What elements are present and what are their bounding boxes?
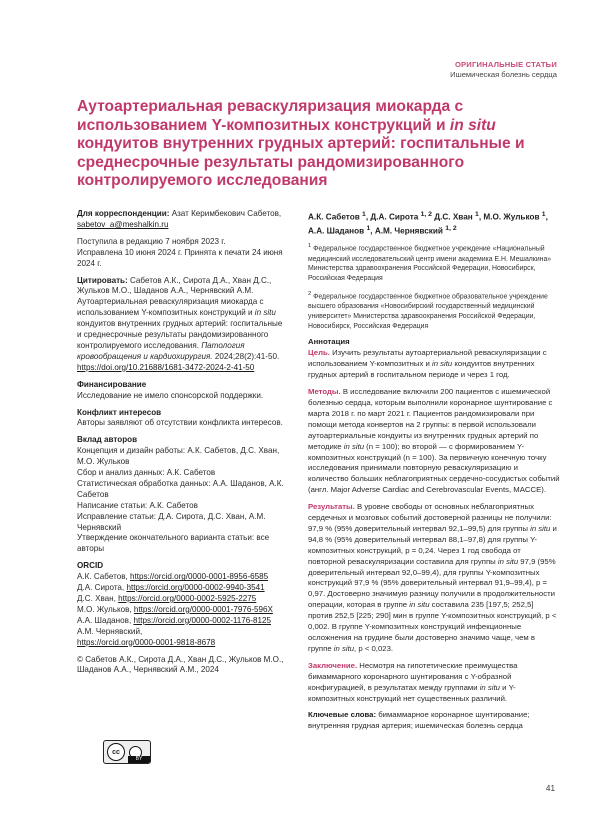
conflict-text: Авторы заявляют об отсутствии конфликта интересов. [77, 418, 283, 428]
citation-text-2: кондуитов внутренних грудных артерий: госпитальные и среднесрочные результаты рандомизированного контролируемого исследования. [77, 319, 283, 350]
conflict-heading: Конфликт интересов [77, 407, 162, 417]
author-name: А.М. Чернявский [374, 226, 443, 236]
citation-text-1: Сабетов А.К., Сирота Д.А., Хван Д.С., Жульков М.О., Шаданов А.А., Чернявский А.М. Аутоартериальная реваскуляризация миокарда с использованием Y-композитных конструкций и [77, 275, 272, 318]
conclusion-text-1: Несмотря на гипотетические преимущества бимаммарного коронарного шунтирования с Y-образной конфигурацией, в результатах между группами [308, 660, 518, 692]
author-name: Д.С. Хван [434, 212, 473, 222]
orcid-author: А.М. Чернявский, [77, 626, 143, 636]
orcid-author: А.К. Сабетов, [77, 572, 130, 582]
author-affiliation-sup: 1 [366, 224, 371, 232]
results-italic: in situ [333, 643, 355, 653]
orcid-entry [77, 605, 289, 616]
abstract-heading: Аннотация [308, 337, 350, 347]
results-text-2: и 94,8 % (95% доверительный интервал 88,1–97,8) для группы Y-композитных конструкций, p = 0,24. Через 1 год свобода от повторной реваскуляризации составила для группы [308, 523, 557, 566]
author-affiliation-sup: 1, 2 [420, 211, 432, 218]
section-label: ОРИГИНАЛЬНЫЕ СТАТЬИ [454, 60, 557, 69]
cc-icon: cc [107, 743, 125, 761]
results-italic: in situ [409, 600, 430, 610]
correspondence [77, 209, 289, 231]
right-column [308, 209, 560, 738]
results-italic: in situ [530, 523, 551, 533]
results-text-4: составила 235 [197,5; 252,5] против 252,5 [225; 290] мин в группе Y-композитных конструкций, p < 0,002. В группе Y-композитных конструкций инфекционные осложнения на грудине были достоверно значимо чаще, чем в группе [308, 600, 557, 653]
author-name: М.О. Жульков [483, 212, 540, 222]
contribution-item: Концепция и дизайн работы: А.К. Сабетов, Д.С. Хван, М.О. Жульков [77, 446, 280, 467]
contributions-block [77, 435, 289, 555]
author-name: Д.А. Сирота [370, 212, 419, 222]
orcid-entry [77, 616, 289, 627]
funding-text: Исследование не имело спонсорской поддержки. [77, 390, 264, 400]
orcid-author: М.О. Жульков, [77, 604, 134, 614]
results-italic: in situ [497, 556, 519, 566]
methods-label: Методы. [308, 387, 341, 397]
results-label: Результаты. [308, 502, 355, 512]
citation-italic: in situ [254, 308, 276, 318]
results-text-1: В уровне свободы от основных неблагоприятных сердечных и мозговых событий достоверной разницы не получили: 97,9 % (95% доверительный интервал 92,1–99,5) для группы [308, 502, 552, 533]
author-name: А.К. Сабетов [308, 212, 360, 222]
aim-label: Цель. [308, 348, 330, 358]
citation-label: Цитировать: [77, 275, 128, 285]
cc-license-badge[interactable] [103, 740, 151, 764]
conflict-block [77, 408, 289, 430]
orcid-block [77, 561, 289, 648]
citation-journal: Патология кровообращения и кардиохирургия. [77, 340, 245, 361]
keywords [308, 710, 560, 732]
correspondence-email-link[interactable]: sabetov_a@meshalkin.ru [77, 219, 169, 229]
funding-block [77, 380, 289, 402]
orcid-link[interactable]: https://orcid.org/0000-0002-5925-2275 [118, 594, 257, 603]
author-list: А.К. Сабетов $^1$, Д.А. Сирота $^{1, 2}$ Д.С. Хван $^1$, М.О. Жульков $^1$, А.А. Шаданов $^1$, А.М. Чернявский $^{1, 2}$ [308, 211, 548, 236]
conclusion-text-2: и Y-композитных конструкций нет существенных различий. [308, 682, 516, 703]
aim-italic: in situ [432, 359, 453, 369]
correspondence-name: Азат Керимбекович Сабетов, [171, 209, 282, 218]
section-header [450, 60, 557, 79]
citation-doi-link[interactable]: https://doi.org/10.21688/1681-3472-2024-2-41-50 [77, 362, 255, 372]
article-title [77, 98, 557, 191]
orcid-entry [77, 594, 289, 605]
title-italic: in situ [449, 116, 496, 134]
results-text-3: 97,9 (95% доверительный интервал 92,0–99,4), для группы Y-композитных конструкций 97,9 % (95% доверительный интервал 91,9–99,4), p = 0,97. Достоверно значимую разницу получили в продолжительности операции, которая в группе [308, 556, 556, 610]
citation [77, 276, 289, 374]
correspondence-label: Для корреспонденции: [77, 209, 170, 218]
date-received: Поступила в редакцию 7 ноября 2023 г. [77, 236, 226, 246]
affiliation-sup: 2 [308, 290, 312, 297]
contribution-item: Статистическая обработка данных: А.А. Шаданов, А.К. Сабетов [77, 478, 284, 499]
author-affiliation-sup: 1 [362, 211, 366, 218]
left-column [77, 209, 289, 682]
orcid-link[interactable]: https://orcid.org/0000-0001-7976-596X [133, 604, 273, 614]
title-text-2: кондуитов внутренних грудных артерий: госпитальные и среднесрочные результаты рандомизированного контролируемого исследования [77, 135, 525, 190]
orcid-entry [77, 583, 289, 594]
abstract-conclusion [308, 661, 560, 705]
author-affiliation-sup: 1, 2 [445, 224, 457, 232]
affiliation [308, 242, 560, 283]
aim-text-1: Изучить результаты аутоартериальной реваскуляризации с использованием Y-композитных и [308, 348, 547, 369]
orcid-link[interactable]: https://orcid.org/0000-0002-1176-8125 [133, 615, 272, 625]
contributions-heading: Вклад авторов [77, 435, 138, 445]
orcid-link[interactable]: https://orcid.org/0000-0001-9818-8678 [77, 637, 216, 647]
author-name: А.А. Шаданов [308, 226, 365, 236]
results-text-5: , p < 0,023. [354, 643, 394, 653]
author-affiliation-sup: 1 [541, 211, 546, 218]
abstract-aim [308, 348, 560, 381]
contribution-item: Сбор и анализ данных: А.К. Сабетов [77, 468, 216, 478]
contribution-item: Исправление статьи: Д.А. Сирота, Д.С. Хван, А.М. Чернявский [77, 511, 266, 532]
funding-heading: Финансирование [77, 379, 147, 389]
affiliation-sup: 1 [308, 243, 312, 250]
orcid-author: Д.С. Хван, [77, 594, 119, 603]
section-sublabel: Ишемическая болезнь сердца [450, 70, 557, 79]
keywords-text: бимаммарное коронарное шунтирование; внутренняя грудная артерия; ишемическая болезнь сердца [308, 710, 530, 731]
aim-text-2: кондуитов внутренних грудных артерий в госпитальном периоде и через 1 год. [308, 359, 535, 380]
orcid-link[interactable]: https://orcid.org/0000-0002-9940-3541 [126, 583, 265, 593]
affiliation-text: Федеральное государственное бюджетное образовательное учреждение высшего образования «Новосибирский государственный медицинский университет» Министерства здравоохранения Российской Федерации, Новосибирск, Российская Федерация [308, 293, 548, 330]
dates [77, 237, 289, 270]
orcid-link[interactable]: https://orcid.org/0000-0001-8956-6585 [130, 572, 269, 582]
methods-text-2: (n = 100); во второй — с формированием Y-композитных конструкций (n = 100). За первичную конечную точку исследования принимали повторную реваскуляризацию и количество больших неблагоприятных сердечно-сосудистых событий (англ. Major Adverse Cardiac and Cerebrovascular Events, MACCE). [308, 441, 560, 495]
orcid-entry [77, 572, 289, 583]
methods-italic: in situ [343, 441, 365, 451]
page-number: 41 [545, 784, 555, 793]
date-revised: Исправлена 10 июня 2024 г. Принята к печати 24 июня 2024 г. [77, 247, 283, 268]
orcid-entry [77, 627, 289, 649]
author-affiliation-sup: 1 [475, 211, 479, 218]
conclusion-italic: in situ [479, 682, 500, 692]
affiliation [308, 290, 560, 331]
citation-volume: 2024;28(2):41-50. [212, 351, 280, 361]
orcid-heading: ORCID [77, 561, 104, 571]
copyright: © Сабетов А.К., Сирота Д.А., Хван Д.С., Жульков М.О., Шаданов А.А., Чернявский А.М., 2024 [77, 654, 284, 675]
cc-by-label: BY [128, 756, 150, 763]
contribution-item: Утверждение окончательного варианта статьи: все авторы [77, 533, 270, 554]
conclusion-label: Заключение. [308, 660, 358, 670]
keywords-label: Ключевые слова: [308, 710, 377, 720]
abstract-methods [308, 387, 560, 496]
title-text-1: Аутоартериальная реваскуляризация миокарда с использованием Y-композитных конструкций и [77, 98, 464, 134]
methods-text-1: В исследование включили 200 пациентов с ишемической болезнью сердца, которым выполнили коронарное шунтирование с марта 2018 г. по март 2021 г. Пациентов рандомизировали при помощи метода конвертов на 2 группы: в первой использовали аутоартериальные кондуиты из внутренних грудных артерий по методике [308, 387, 553, 451]
orcid-author: А.А. Шаданов, [77, 615, 134, 625]
contribution-item: Написание статьи: А.К. Сабетов [77, 500, 198, 510]
affiliation-text: Федеральное государственное бюджетное учреждение «Национальный медицинский исследовательский центр имени академика Е.Н. Мешалкина» Министерства здравоохранения Российской Федерации, Новосибирск, Российская Федерация [308, 245, 552, 283]
abstract-results [308, 502, 560, 655]
orcid-author: Д.А. Сирота, [77, 583, 127, 593]
